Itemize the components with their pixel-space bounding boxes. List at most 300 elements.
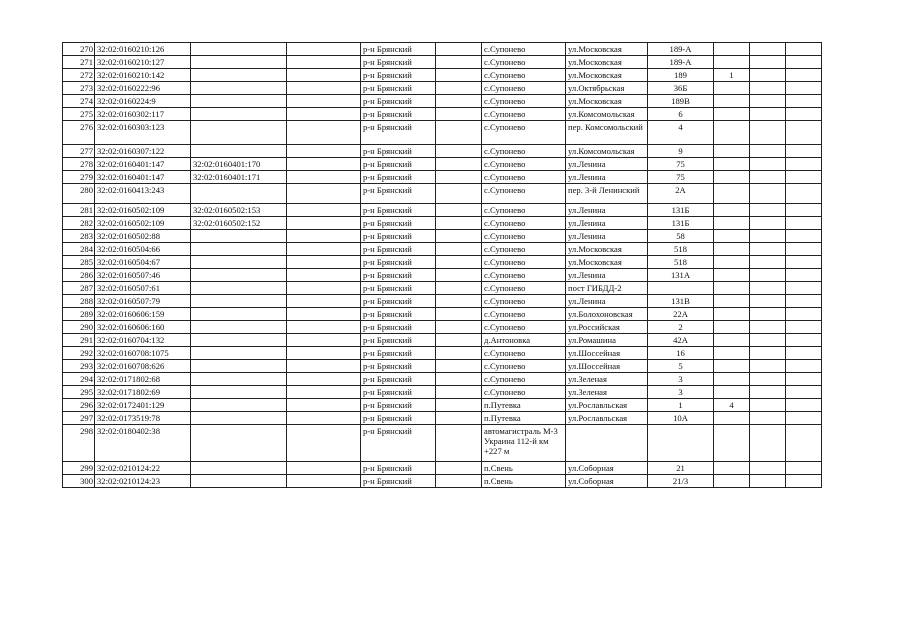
district: р-н Брянский bbox=[361, 334, 436, 347]
street: пер. 3-й Ленинский bbox=[566, 184, 648, 204]
empty-cell bbox=[786, 256, 822, 269]
empty-cell bbox=[287, 82, 361, 95]
locality: с.Супонево bbox=[482, 269, 566, 282]
cadastral-number: 32:02:0160303:123 bbox=[95, 121, 191, 145]
locality: с.Супонево bbox=[482, 43, 566, 56]
cadastral-number: 32:02:0160504:66 bbox=[95, 243, 191, 256]
empty-cell bbox=[436, 158, 482, 171]
house-number: 9 bbox=[648, 145, 714, 158]
cadastral-number: 32:02:0160507:79 bbox=[95, 295, 191, 308]
empty-cell bbox=[786, 69, 822, 82]
empty-cell bbox=[436, 121, 482, 145]
extra-value bbox=[714, 82, 750, 95]
locality: п.Путевка bbox=[482, 399, 566, 412]
house-number: 131А bbox=[648, 269, 714, 282]
cadastral-number-2 bbox=[191, 308, 287, 321]
house-number: 1 bbox=[648, 399, 714, 412]
district: р-н Брянский bbox=[361, 184, 436, 204]
extra-value bbox=[714, 360, 750, 373]
cadastral-number: 32:02:0160504:67 bbox=[95, 256, 191, 269]
cadastral-number: 32:02:0171802:69 bbox=[95, 386, 191, 399]
street: ул.Болохоновская bbox=[566, 308, 648, 321]
district: р-н Брянский bbox=[361, 462, 436, 475]
table-row bbox=[63, 171, 822, 184]
row-number: 290 bbox=[63, 321, 95, 334]
house-number: 21/3 bbox=[648, 475, 714, 488]
house-number: 5 bbox=[648, 360, 714, 373]
table-row bbox=[63, 282, 822, 295]
row-number: 282 bbox=[63, 217, 95, 230]
empty-cell bbox=[750, 43, 786, 56]
house-number: 75 bbox=[648, 158, 714, 171]
extra-value bbox=[714, 308, 750, 321]
empty-cell bbox=[786, 95, 822, 108]
empty-cell bbox=[786, 108, 822, 121]
house-number: 21 bbox=[648, 462, 714, 475]
row-number: 279 bbox=[63, 171, 95, 184]
cadastral-number: 32:02:0160307:122 bbox=[95, 145, 191, 158]
locality: с.Супонево bbox=[482, 295, 566, 308]
street: пер. Комсомольский bbox=[566, 121, 648, 145]
row-number: 295 bbox=[63, 386, 95, 399]
row-number: 289 bbox=[63, 308, 95, 321]
cadastral-number-2 bbox=[191, 230, 287, 243]
empty-cell bbox=[786, 360, 822, 373]
street: ул.Московская bbox=[566, 69, 648, 82]
house-number: 189-А bbox=[648, 43, 714, 56]
cadastral-number-2: 32:02:0160401:171 bbox=[191, 171, 287, 184]
district: р-н Брянский bbox=[361, 230, 436, 243]
empty-cell bbox=[436, 95, 482, 108]
empty-cell bbox=[786, 145, 822, 158]
table-row bbox=[63, 462, 822, 475]
cadastral-number: 32:02:0160502:109 bbox=[95, 204, 191, 217]
locality: с.Супонево bbox=[482, 121, 566, 145]
cadastral-number-2 bbox=[191, 373, 287, 386]
extra-value: 1 bbox=[714, 69, 750, 82]
locality: с.Супонево bbox=[482, 373, 566, 386]
empty-cell bbox=[750, 69, 786, 82]
row-number: 294 bbox=[63, 373, 95, 386]
extra-value bbox=[714, 184, 750, 204]
empty-cell bbox=[436, 462, 482, 475]
table-row bbox=[63, 334, 822, 347]
extra-value bbox=[714, 158, 750, 171]
extra-value bbox=[714, 412, 750, 425]
empty-cell bbox=[287, 425, 361, 462]
house-number: 6 bbox=[648, 108, 714, 121]
row-number: 270 bbox=[63, 43, 95, 56]
empty-cell bbox=[287, 373, 361, 386]
cadastral-number-2 bbox=[191, 184, 287, 204]
empty-cell bbox=[750, 347, 786, 360]
empty-cell bbox=[287, 462, 361, 475]
extra-value bbox=[714, 373, 750, 386]
empty-cell bbox=[786, 121, 822, 145]
empty-cell bbox=[287, 386, 361, 399]
district: р-н Брянский bbox=[361, 475, 436, 488]
district: р-н Брянский bbox=[361, 145, 436, 158]
street: ул.Шоссейная bbox=[566, 347, 648, 360]
district: р-н Брянский bbox=[361, 204, 436, 217]
empty-cell bbox=[786, 295, 822, 308]
extra-value bbox=[714, 334, 750, 347]
empty-cell bbox=[287, 282, 361, 295]
district: р-н Брянский bbox=[361, 269, 436, 282]
house-number bbox=[648, 425, 714, 462]
empty-cell bbox=[436, 386, 482, 399]
empty-cell bbox=[750, 386, 786, 399]
locality: с.Супонево bbox=[482, 145, 566, 158]
row-number: 293 bbox=[63, 360, 95, 373]
table-row bbox=[63, 43, 822, 56]
empty-cell bbox=[750, 158, 786, 171]
cadastral-number: 32:02:0160502:88 bbox=[95, 230, 191, 243]
table-row bbox=[63, 158, 822, 171]
empty-cell bbox=[436, 321, 482, 334]
district: р-н Брянский bbox=[361, 360, 436, 373]
empty-cell bbox=[436, 295, 482, 308]
cadastral-number-2 bbox=[191, 462, 287, 475]
empty-cell bbox=[436, 204, 482, 217]
locality: с.Супонево bbox=[482, 204, 566, 217]
empty-cell bbox=[750, 243, 786, 256]
empty-cell bbox=[750, 256, 786, 269]
house-number: 4 bbox=[648, 121, 714, 145]
locality: с.Супонево bbox=[482, 386, 566, 399]
house-number: 75 bbox=[648, 171, 714, 184]
locality: п.Свень bbox=[482, 462, 566, 475]
district: р-н Брянский bbox=[361, 56, 436, 69]
house-number: 131Б bbox=[648, 204, 714, 217]
empty-cell bbox=[786, 43, 822, 56]
extra-value bbox=[714, 243, 750, 256]
locality: с.Супонево bbox=[482, 184, 566, 204]
empty-cell bbox=[436, 373, 482, 386]
locality: с.Супонево bbox=[482, 256, 566, 269]
cadastral-number-2 bbox=[191, 108, 287, 121]
empty-cell bbox=[786, 308, 822, 321]
empty-cell bbox=[436, 360, 482, 373]
table-row bbox=[63, 373, 822, 386]
empty-cell bbox=[750, 184, 786, 204]
house-number bbox=[648, 282, 714, 295]
extra-value bbox=[714, 217, 750, 230]
cadastral-number: 32:02:0160224:9 bbox=[95, 95, 191, 108]
district: р-н Брянский bbox=[361, 425, 436, 462]
street: ул.Соборная bbox=[566, 475, 648, 488]
empty-cell bbox=[436, 425, 482, 462]
cadastral-number-2 bbox=[191, 412, 287, 425]
empty-cell bbox=[750, 145, 786, 158]
row-number: 272 bbox=[63, 69, 95, 82]
empty-cell bbox=[750, 230, 786, 243]
table-row bbox=[63, 386, 822, 399]
empty-cell bbox=[287, 295, 361, 308]
empty-cell bbox=[786, 334, 822, 347]
extra-value bbox=[714, 269, 750, 282]
cadastral-number: 32:02:0160507:61 bbox=[95, 282, 191, 295]
house-number: 189-А bbox=[648, 56, 714, 69]
street: ул.Московская bbox=[566, 256, 648, 269]
extra-value bbox=[714, 230, 750, 243]
row-number: 273 bbox=[63, 82, 95, 95]
empty-cell bbox=[287, 121, 361, 145]
cadastral-number: 32:02:0210124:22 bbox=[95, 462, 191, 475]
empty-cell bbox=[786, 373, 822, 386]
table-row bbox=[63, 425, 822, 462]
empty-cell bbox=[287, 412, 361, 425]
empty-cell bbox=[436, 282, 482, 295]
empty-cell bbox=[436, 412, 482, 425]
cadastral-number-2: 32:02:0160502:152 bbox=[191, 217, 287, 230]
cadastral-number: 32:02:0172401:129 bbox=[95, 399, 191, 412]
row-number: 281 bbox=[63, 204, 95, 217]
table-row bbox=[63, 295, 822, 308]
empty-cell bbox=[750, 425, 786, 462]
table-row bbox=[63, 121, 822, 145]
cadastral-number-2: 32:02:0160401:170 bbox=[191, 158, 287, 171]
row-number: 271 bbox=[63, 56, 95, 69]
empty-cell bbox=[436, 171, 482, 184]
empty-cell bbox=[436, 230, 482, 243]
cadastral-number: 32:02:0180402:38 bbox=[95, 425, 191, 462]
empty-cell bbox=[287, 171, 361, 184]
empty-cell bbox=[436, 184, 482, 204]
district: р-н Брянский bbox=[361, 308, 436, 321]
house-number: 10А bbox=[648, 412, 714, 425]
house-number: 131В bbox=[648, 295, 714, 308]
empty-cell bbox=[436, 108, 482, 121]
empty-cell bbox=[287, 56, 361, 69]
empty-cell bbox=[750, 399, 786, 412]
empty-cell bbox=[786, 425, 822, 462]
empty-cell bbox=[750, 295, 786, 308]
locality: с.Супонево bbox=[482, 230, 566, 243]
street: ул.Ленина bbox=[566, 171, 648, 184]
cadastral-number: 32:02:0160413:243 bbox=[95, 184, 191, 204]
locality: с.Супонево bbox=[482, 347, 566, 360]
locality: с.Супонево bbox=[482, 308, 566, 321]
cadastral-number-2 bbox=[191, 347, 287, 360]
extra-value bbox=[714, 321, 750, 334]
cadastral-number: 32:02:0160606:159 bbox=[95, 308, 191, 321]
extra-value: 4 bbox=[714, 399, 750, 412]
row-number: 288 bbox=[63, 295, 95, 308]
cadastral-number: 32:02:0210124:23 bbox=[95, 475, 191, 488]
house-number: 3 bbox=[648, 373, 714, 386]
locality: автомагистраль М-3 Украина 112-й км +227 м bbox=[482, 425, 566, 462]
row-number: 275 bbox=[63, 108, 95, 121]
empty-cell bbox=[750, 334, 786, 347]
table-row bbox=[63, 308, 822, 321]
cadastral-number-2 bbox=[191, 334, 287, 347]
empty-cell bbox=[750, 56, 786, 69]
street: ул.Ленина bbox=[566, 230, 648, 243]
district: р-н Брянский bbox=[361, 321, 436, 334]
empty-cell bbox=[786, 230, 822, 243]
cadastral-number-2 bbox=[191, 56, 287, 69]
empty-cell bbox=[750, 95, 786, 108]
house-number: 36Б bbox=[648, 82, 714, 95]
empty-cell bbox=[786, 243, 822, 256]
empty-cell bbox=[287, 204, 361, 217]
cadastral-number: 32:02:0160302:117 bbox=[95, 108, 191, 121]
empty-cell bbox=[750, 360, 786, 373]
empty-cell bbox=[750, 108, 786, 121]
extra-value bbox=[714, 475, 750, 488]
house-number: 58 bbox=[648, 230, 714, 243]
cadastral-number-2 bbox=[191, 425, 287, 462]
cadastral-number-2 bbox=[191, 69, 287, 82]
empty-cell bbox=[750, 308, 786, 321]
empty-cell bbox=[786, 269, 822, 282]
district: р-н Брянский bbox=[361, 82, 436, 95]
house-number: 131Б bbox=[648, 217, 714, 230]
table-row bbox=[63, 230, 822, 243]
empty-cell bbox=[786, 347, 822, 360]
empty-cell bbox=[436, 69, 482, 82]
empty-cell bbox=[287, 43, 361, 56]
locality: с.Супонево bbox=[482, 321, 566, 334]
empty-cell bbox=[750, 462, 786, 475]
table-row bbox=[63, 243, 822, 256]
house-number: 189 bbox=[648, 69, 714, 82]
street bbox=[566, 425, 648, 462]
locality: с.Супонево bbox=[482, 158, 566, 171]
empty-cell bbox=[786, 158, 822, 171]
cadastral-number: 32:02:0160401:147 bbox=[95, 158, 191, 171]
district: р-н Брянский bbox=[361, 69, 436, 82]
locality: с.Супонево bbox=[482, 282, 566, 295]
extra-value bbox=[714, 145, 750, 158]
empty-cell bbox=[287, 475, 361, 488]
empty-cell bbox=[786, 282, 822, 295]
district: р-н Брянский bbox=[361, 386, 436, 399]
cadastral-number: 32:02:0160210:127 bbox=[95, 56, 191, 69]
empty-cell bbox=[287, 243, 361, 256]
extra-value bbox=[714, 282, 750, 295]
empty-cell bbox=[750, 321, 786, 334]
empty-cell bbox=[436, 43, 482, 56]
row-number: 292 bbox=[63, 347, 95, 360]
cadastral-number: 32:02:0160606:160 bbox=[95, 321, 191, 334]
extra-value bbox=[714, 204, 750, 217]
empty-cell bbox=[786, 204, 822, 217]
empty-cell bbox=[786, 56, 822, 69]
district: р-н Брянский bbox=[361, 108, 436, 121]
house-number: 2 bbox=[648, 321, 714, 334]
empty-cell bbox=[287, 360, 361, 373]
empty-cell bbox=[786, 475, 822, 488]
table-row bbox=[63, 256, 822, 269]
street: ул.Рославльская bbox=[566, 412, 648, 425]
district: р-н Брянский bbox=[361, 256, 436, 269]
empty-cell bbox=[436, 399, 482, 412]
row-number: 299 bbox=[63, 462, 95, 475]
district: р-н Брянский bbox=[361, 43, 436, 56]
table-row bbox=[63, 145, 822, 158]
district: р-н Брянский bbox=[361, 282, 436, 295]
street: ул.Комсомольская bbox=[566, 145, 648, 158]
empty-cell bbox=[750, 269, 786, 282]
cadastral-number-2 bbox=[191, 95, 287, 108]
cadastral-number-2 bbox=[191, 243, 287, 256]
district: р-н Брянский bbox=[361, 347, 436, 360]
cadastral-number-2 bbox=[191, 475, 287, 488]
cadastral-number-2 bbox=[191, 282, 287, 295]
street: ул.Российская bbox=[566, 321, 648, 334]
extra-value bbox=[714, 56, 750, 69]
row-number: 291 bbox=[63, 334, 95, 347]
empty-cell bbox=[786, 462, 822, 475]
district: р-н Брянский bbox=[361, 95, 436, 108]
cadastral-number-2 bbox=[191, 43, 287, 56]
table-row bbox=[63, 69, 822, 82]
cadastral-number-2 bbox=[191, 82, 287, 95]
table-row bbox=[63, 95, 822, 108]
locality: с.Супонево bbox=[482, 108, 566, 121]
empty-cell bbox=[436, 269, 482, 282]
house-number: 518 bbox=[648, 256, 714, 269]
street: ул.Соборная bbox=[566, 462, 648, 475]
district: р-н Брянский bbox=[361, 412, 436, 425]
table-row bbox=[63, 269, 822, 282]
cadastral-number: 32:02:0160708:1075 bbox=[95, 347, 191, 360]
locality: с.Супонево bbox=[482, 56, 566, 69]
cadastral-number-2 bbox=[191, 121, 287, 145]
extra-value bbox=[714, 462, 750, 475]
row-number: 284 bbox=[63, 243, 95, 256]
empty-cell bbox=[786, 184, 822, 204]
empty-cell bbox=[750, 82, 786, 95]
street: ул.Ленина bbox=[566, 217, 648, 230]
street: ул.Октябрьская bbox=[566, 82, 648, 95]
locality: с.Супонево bbox=[482, 217, 566, 230]
empty-cell bbox=[287, 145, 361, 158]
street: ул.Московская bbox=[566, 243, 648, 256]
cadastral-number-2 bbox=[191, 295, 287, 308]
locality: п.Путевка bbox=[482, 412, 566, 425]
empty-cell bbox=[436, 145, 482, 158]
street: ул.Зеленая bbox=[566, 373, 648, 386]
cadastral-number-2 bbox=[191, 321, 287, 334]
cadastral-number: 32:02:0173519:78 bbox=[95, 412, 191, 425]
empty-cell bbox=[436, 243, 482, 256]
table-row bbox=[63, 56, 822, 69]
extra-value bbox=[714, 256, 750, 269]
row-number: 287 bbox=[63, 282, 95, 295]
extra-value bbox=[714, 425, 750, 462]
table-row bbox=[63, 217, 822, 230]
empty-cell bbox=[436, 256, 482, 269]
empty-cell bbox=[287, 321, 361, 334]
locality: с.Супонево bbox=[482, 82, 566, 95]
cadastral-number-2 bbox=[191, 269, 287, 282]
cadastral-number: 32:02:0160704:132 bbox=[95, 334, 191, 347]
empty-cell bbox=[287, 399, 361, 412]
empty-cell bbox=[750, 204, 786, 217]
empty-cell bbox=[786, 399, 822, 412]
street: ул.Московская bbox=[566, 95, 648, 108]
cadastral-number-2: 32:02:0160502:153 bbox=[191, 204, 287, 217]
empty-cell bbox=[750, 171, 786, 184]
cadastral-number-2 bbox=[191, 399, 287, 412]
empty-cell bbox=[750, 475, 786, 488]
district: р-н Брянский bbox=[361, 373, 436, 386]
empty-cell bbox=[287, 184, 361, 204]
row-number: 280 bbox=[63, 184, 95, 204]
